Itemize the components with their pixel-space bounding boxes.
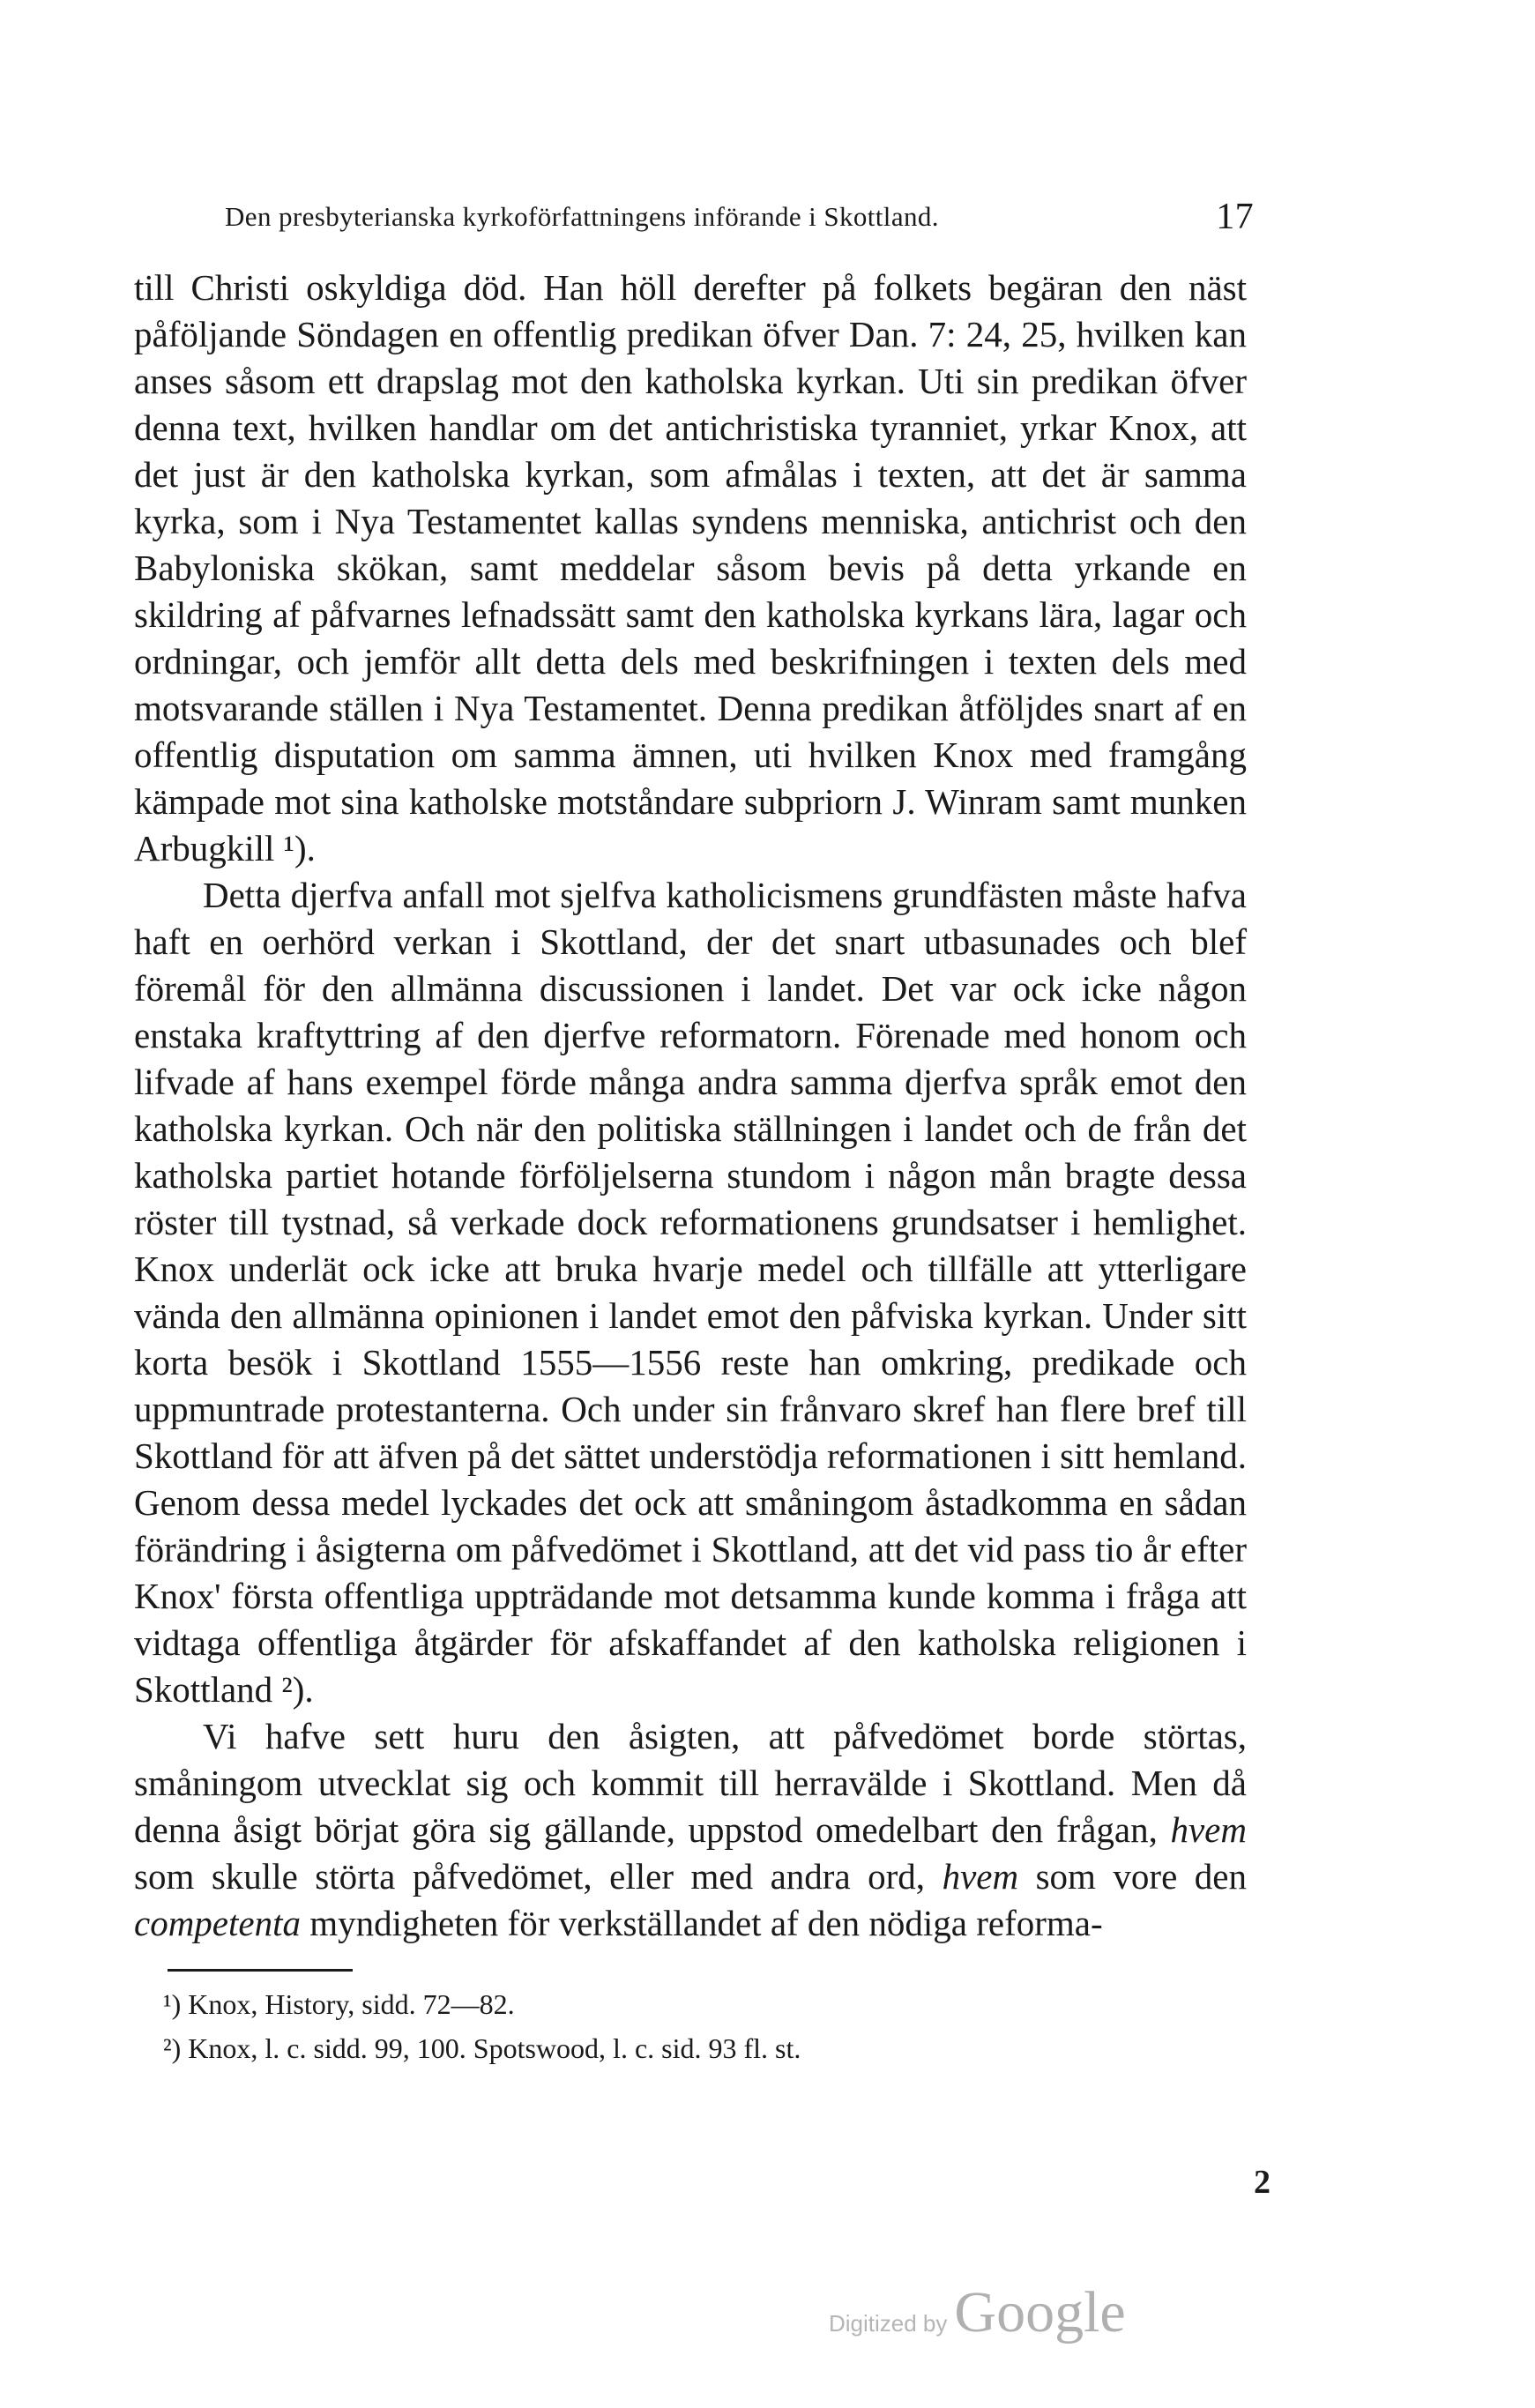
signature-mark: 2 [1254,2164,1270,2201]
paragraph-3-text-1: Vi hafve sett huru den åsigten, att påfvedömet borde störtas, småningom utvecklat sig och kommit till herravälde i Skottland. Men då denna åsigt börjat göra sig gällande, uppstod omedelbart den frågan, [134,1716,1247,1850]
page-number: 17 [1216,197,1254,237]
digitized-watermark [829,2279,1126,2346]
paragraph-3-text-2: som skulle störta påfvedömet, eller med andra ord, [134,1856,943,1897]
footnote-rule [168,1969,353,1972]
google-logo: Google [954,2280,1126,2345]
footnote-1: ¹) Knox, History, sidd. 72—82. [163,1988,515,2020]
paragraph-1: till Christi oskyldiga död. Han höll derefter på folkets begäran den näst påföljande Söndagen en offentlig predikan öfver Dan. 7: 24, 25, hvilken kan anses såsom ett drapslag mot den katholska kyrkan. Uti sin predikan öfver denna text, hvilken handlar om det antichristiska tyranniet, yrkar Knox, att det just är den katholska kyrkan, som afmålas i texten, att det är samma kyrka, som i Nya Testamentet kallas syndens menniska, antichrist och den Babyloniska skökan, samt meddelar såsom bevis på detta yrkande en skildring af påfvarnes lefnadssätt samt den katholska kyrkans lära, lagar och ordningar, och jemför allt detta dels med beskrifningen i texten dels med motsvarande ställen i Nya Testamentet. Denna predikan åtföljdes snart af en offentlig disputation om samma ämnen, uti hvilken Knox med framgång kämpade mot sina katholske motståndare subpriorn J. Winram samt munken Arbugkill ¹). [134,267,1247,869]
emphasis-hvem-2: hvem [942,1856,1019,1897]
footnotes [163,1982,1133,2070]
emphasis-competenta: competenta [134,1903,301,1943]
footnote-2: ²) Knox, l. c. sidd. 99, 100. Spotswood, l. c. sid. 93 fl. st. [163,2032,801,2064]
emphasis-hvem-1: hvem [1170,1809,1247,1850]
paragraph-3 [134,1713,1247,1947]
paragraph-2: Detta djerfva anfall mot sjelfva katholicismens grundfästen måste hafva haft en oerhörd verkan i Skottland, der det snart utbasunades och blef föremål för den allmänna discussionen i landet. Det var ock icke någon enstaka kraftyttring af den djerfve reformatorn. Förenade med honom och lifvade af hans exempel förde många andra samma djerfva språk emot den katholska kyrkan. Och när den politiska ställningen i landet och de från det katholska partiet hotande förföljelserna stundom i någon mån bragte dessa röster till tystnad, så verkade dock reformationens grundsatser i hemlighet. Knox underlät ock icke att bruka hvarje medel och tillfälle att ytterligare vända den allmänna opinionen i landet emot den påfviska kyrkan. Under sitt korta besök i Skottland 1555—1556 reste han omkring, predikade och uppmuntrade protestanterna. Och under sin frånvaro skref han flere bref till Skottland för att äfven på det sättet understödja reformationen i sitt hemland. Genom dessa medel lyckades det ock att småningom åstadkomma en sådan förändring i åsigterna om påfvedömet i Skottland, att det vid pass tio år efter Knox' första offentliga uppträdande mot detsamma kunde komma i fråga att vidtaga offentliga åtgärder för afskaffandet af den katholska religionen i Skottland ²). [134,875,1247,1710]
paragraph-3-text-3: som vore den [1018,1856,1247,1897]
paragraph-3-text-4: myndigheten för verkställandet af den nödiga reforma- [300,1903,1103,1943]
body-text [134,265,1247,1947]
watermark-prefix: Digitized by [829,2310,948,2337]
running-title: Den presbyterianska kyrkoförfattningens införande i Skottland. [225,201,939,232]
